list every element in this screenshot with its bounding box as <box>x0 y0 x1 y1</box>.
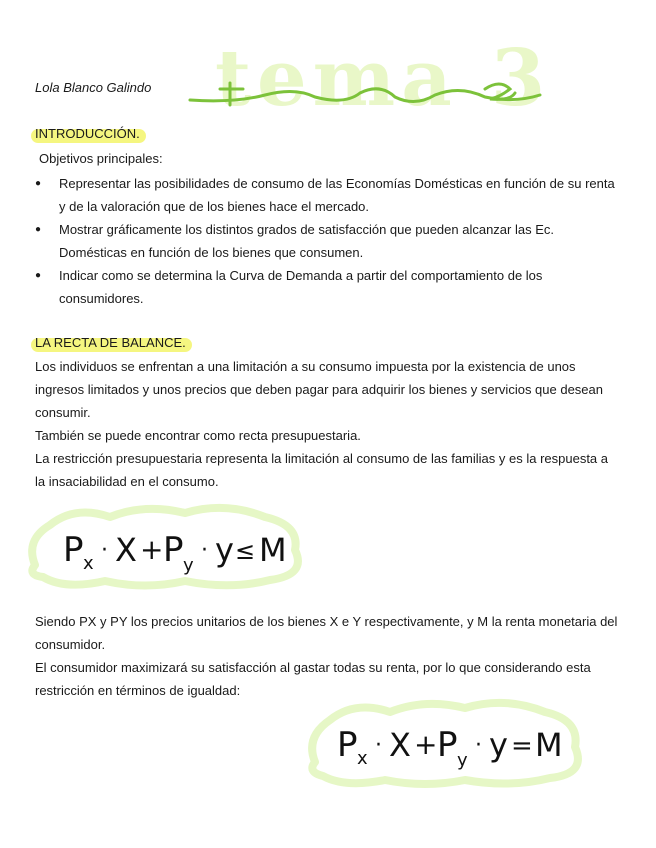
svg-text:P: P <box>163 530 184 570</box>
intro-heading <box>35 126 140 141</box>
svg-text:·: · <box>201 538 208 563</box>
paragraph-individuos: Los individuos se enfrentan a una limitación a su consumo impuesta por la existencia de unos ingresos limitados y unos precios que deben pagar para adquirir los bienes y servicios que desean consumir. <box>35 359 604 420</box>
svg-text:X: X <box>115 531 137 569</box>
paragraph-restriccion: La restricción presupuestaria representa la limitación al consumo de las familias y es la respuesta a la insaciabilidad en el consumo. <box>35 451 609 489</box>
svg-text:+: + <box>414 728 438 761</box>
svg-text:M: M <box>259 531 287 569</box>
list-item: ● Mostrar gráficamente los distintos grados de satisfacción que pueden alcanzar las Ec. Domésticas en función de los bienes que consumen. <box>35 218 615 264</box>
balance-heading <box>35 335 186 350</box>
balance-heading-text: LA RECTA DE BALANCE. <box>35 335 186 350</box>
objectives-label: Objetivos principales: <box>39 151 163 166</box>
budget-equality-formula <box>295 692 595 792</box>
handwritten-title <box>185 25 555 120</box>
svg-text:·: · <box>375 733 382 758</box>
list-item: ● Representar las posibilidades de consumo de las Economías Domésticas en función de su renta y de la valoración que de los bienes hace el mercado. <box>35 172 615 218</box>
paragraph-recta-presupuestaria: También se puede encontrar como recta presupuestaria. <box>35 428 361 443</box>
svg-text:P: P <box>437 725 458 765</box>
paragraph-maximizara: El consumidor maximizará su satisfacción al gastar todas su renta, por lo que considerando esta restricción en términos de igualdad: <box>35 660 591 698</box>
svg-text:·: · <box>101 538 108 563</box>
svg-text:X: X <box>389 726 411 764</box>
svg-text:y: y <box>457 750 468 771</box>
svg-text:y: y <box>215 531 234 569</box>
intro-heading-text: INTRODUCCIÓN. <box>35 126 140 141</box>
author-name: Lola Blanco Galindo <box>35 80 152 95</box>
svg-text:=: = <box>511 731 533 761</box>
svg-text:·: · <box>475 733 482 758</box>
svg-text:x: x <box>83 553 94 574</box>
svg-text:≤: ≤ <box>235 537 256 565</box>
svg-text:x: x <box>357 748 368 769</box>
list-item: ● Indicar como se determina la Curva de Demanda a partir del comportamiento de los consumidores. <box>35 264 615 310</box>
svg-text:y: y <box>183 555 194 576</box>
svg-text:M: M <box>535 726 563 764</box>
paragraph-siendo: Siendo PX y PY los precios unitarios de los bienes X e Y respectivamente, y M la renta monetaria del consumidor. <box>35 614 618 652</box>
svg-text:P: P <box>63 530 84 570</box>
svg-text:P: P <box>337 725 358 765</box>
title-watermark-text: tema 3 <box>215 33 552 120</box>
svg-text:y: y <box>489 726 508 764</box>
objectives-list <box>35 172 615 310</box>
budget-inequality-formula <box>15 495 315 595</box>
svg-text:+: + <box>140 533 164 566</box>
